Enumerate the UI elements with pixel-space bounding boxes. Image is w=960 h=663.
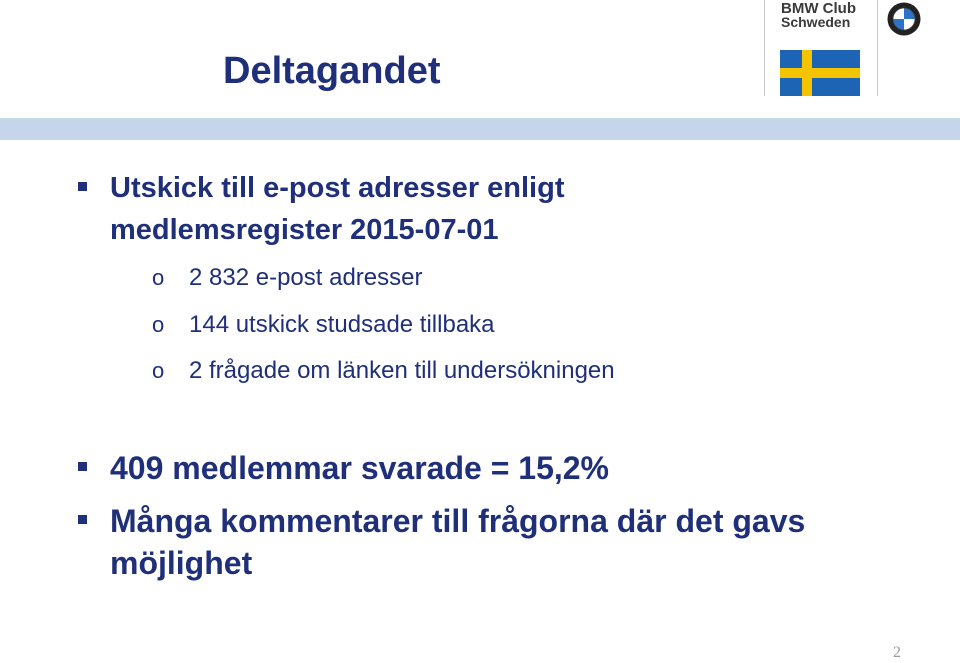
- club-logo: [764, 0, 878, 96]
- sub-item-text: 2 frågade om länken till undersökningen: [189, 357, 615, 384]
- slide-title: Deltagandet: [223, 50, 441, 92]
- sub-item-text: 2 832 e-post adresser: [189, 264, 423, 291]
- bullet-2: 409 medlemmar svarade = 15,2%: [110, 450, 609, 486]
- sub-bullet-marker: o: [152, 265, 165, 290]
- bullet-1: Utskick till e-post adresser enligt medlemsregister 2015-07-01: [110, 172, 565, 246]
- header-band: [0, 118, 960, 140]
- logo-line-2: Schweden: [781, 14, 851, 30]
- square-bullet-icon: [78, 182, 87, 191]
- square-bullet-icon: [78, 462, 87, 471]
- sub-item-text: 144 utskick studsade tillbaka: [189, 311, 495, 338]
- swedish-flag-icon: [780, 50, 860, 96]
- sub-bullet-marker: o: [152, 312, 165, 337]
- bullet-3: Många kommentarer till frågorna där det gavs möjlighet: [110, 503, 806, 581]
- bmw-roundel-icon: [887, 2, 921, 36]
- page-number: 2: [893, 644, 901, 661]
- square-bullet-icon: [78, 515, 87, 524]
- logo-line-1: BMW Club: [781, 0, 856, 17]
- sub-bullet-marker: o: [152, 358, 165, 383]
